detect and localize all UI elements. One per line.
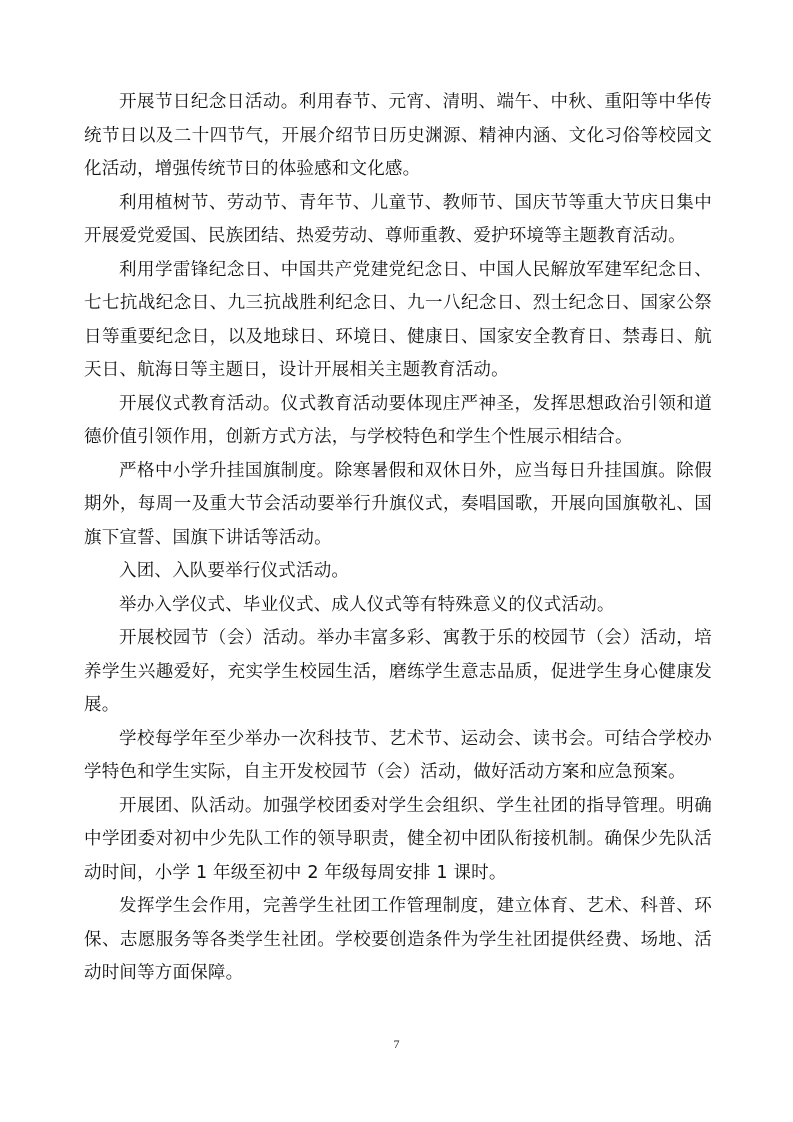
paragraph-annual-events: 学校每学年至少举办一次科技节、艺术节、运动会、读书会。可结合学校办学特色和学生实际，自主开发校园节（会）活动，做好活动方案和应急预案。 <box>84 728 712 782</box>
paragraph-special-ceremonies: 举办入学仪式、毕业仪式、成人仪式等有特殊意义的仪式活动。 <box>119 594 615 615</box>
document-body <box>84 86 712 991</box>
paragraph-memorial-days: 利用学雷锋纪念日、中国共产党建党纪念日、中国人民解放军建军纪念日、七七抗战纪念日、九三抗战胜利纪念日、九一八纪念日、烈士纪念日、国家公祭日等重要纪念日，以及地球日、环境日、健康日、国家安全教育日、禁毒日、航天日、航海日等主题日，设计开展相关主题教育活动。 <box>84 259 712 380</box>
paragraph-festival-activities: 开展节日纪念日活动。利用春节、元宵、清明、端午、中秋、重阳等中华传统节日以及二十四节气，开展介绍节日历史渊源、精神内涵、文化习俗等校园文化活动，增强传统节日的体验感和文化感。 <box>84 92 712 179</box>
paragraph-flag-raising: 严格中小学升挂国旗制度。除寒暑假和双休日外，应当每日升挂国旗。除假期外，每周一及重大节会活动要举行升旗仪式，奏唱国歌，开展向国旗敬礼、国旗下宣誓、国旗下讲话等活动。 <box>84 460 712 548</box>
paragraph-league-activities: 开展团、队活动。加强学校团委对学生会组织、学生社团的指导管理。明确中学团委对初中少先队工作的领导职责，健全初中团队衔接机制。确保少先队活动时间，小学 1 年级至初中 2 年级每周安排 1 课时。 <box>84 795 712 883</box>
page-number: 7 <box>393 1037 400 1051</box>
paragraph-major-holidays: 利用植树节、劳动节、青年节、儿童节、教师节、国庆节等重大节庆日集中开展爱党爱国、民族团结、热爱劳动、尊师重教、爱护环境等主题教育活动。 <box>84 192 712 246</box>
paragraph-student-clubs: 发挥学生会作用，完善学生社团工作管理制度，建立体育、艺术、科普、环保、志愿服务等各类学生社团。学校要创造条件为学生社团提供经费、场地、活动时间等方面保障。 <box>84 896 712 983</box>
paragraph-campus-festivals: 开展校园节（会）活动。举办丰富多彩、寓教于乐的校园节（会）活动，培养学生兴趣爱好，充实学生校园生活，磨练学生意志品质，促进学生身心健康发展。 <box>84 628 712 715</box>
paragraph-ceremony-education: 开展仪式教育活动。仪式教育活动要体现庄严神圣，发挥思想政治引领和道德价值引领作用，创新方式方法，与学校特色和学生个性展示相结合。 <box>84 393 712 447</box>
paragraph-league-induction: 入团、入队要举行仪式活动。 <box>119 561 350 581</box>
